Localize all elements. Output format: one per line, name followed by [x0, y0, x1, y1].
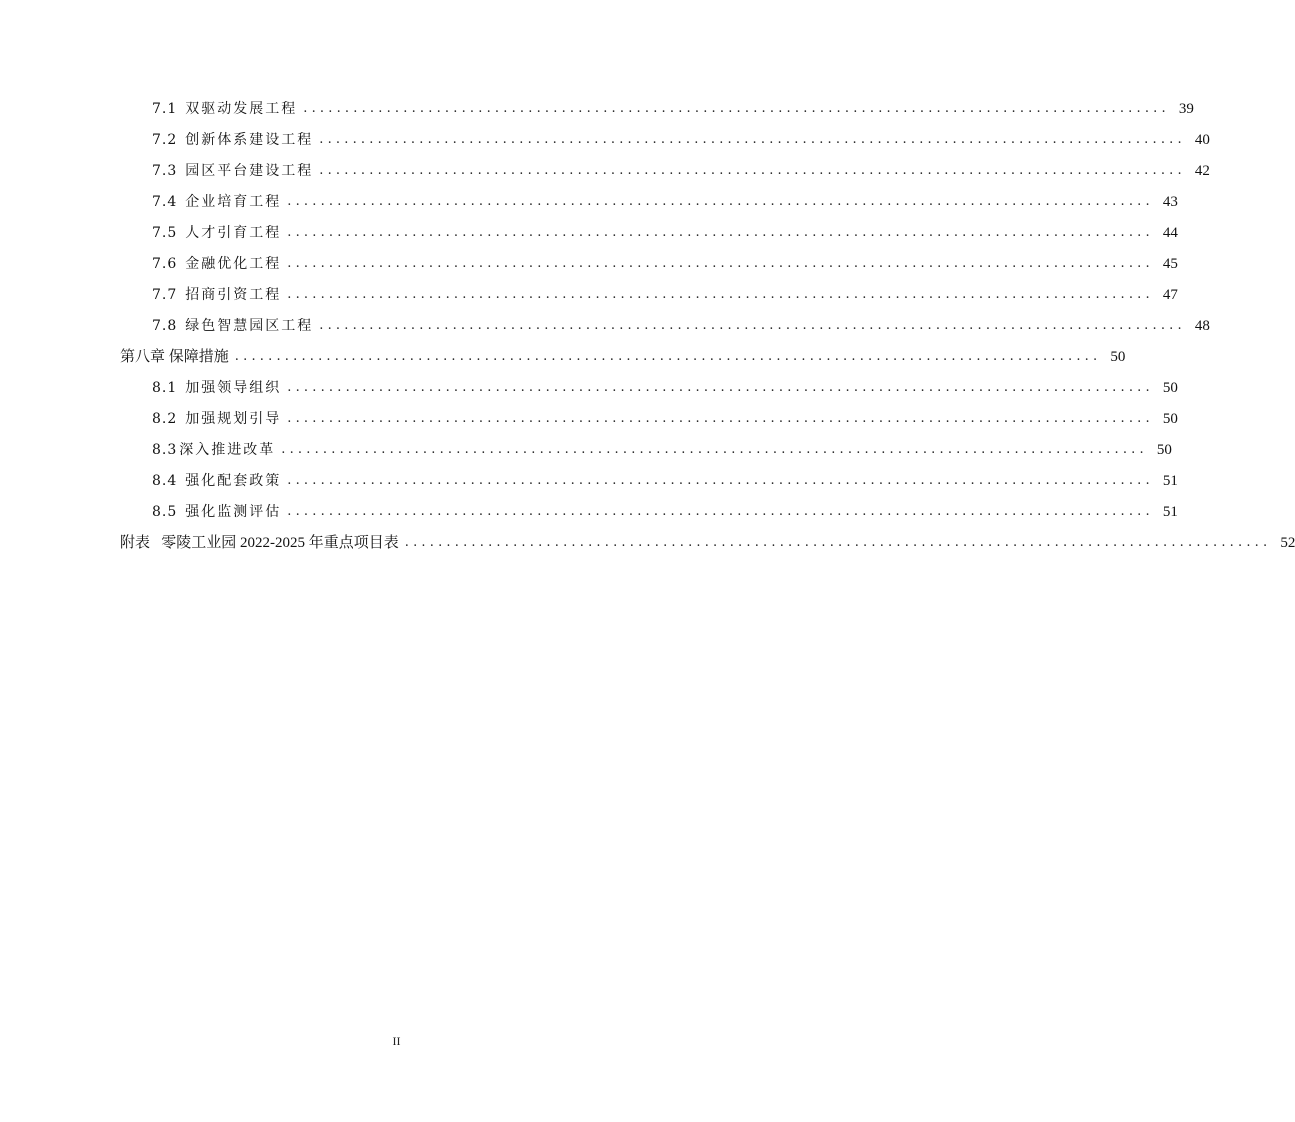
toc-dot-leader: ........................................................................................................: [404, 535, 1272, 550]
toc-dot-leader: ........................................................................................................: [287, 504, 1154, 519]
toc-entry-7-2[interactable]: [152, 127, 1210, 149]
toc-dot-leader: ........................................................................................................: [287, 473, 1154, 488]
toc-entry-8-1[interactable]: [152, 375, 1178, 397]
toc-dot-leader: ........................................................................................................: [287, 380, 1154, 395]
toc-appendix-label: 附表 零陵工业园 2022-2025 年重点项目表: [120, 535, 399, 551]
toc-entry-label: 8.5 强化监测评估: [152, 504, 282, 520]
toc-entry-7-5[interactable]: [152, 220, 1178, 242]
toc-entry-7-4[interactable]: [152, 189, 1178, 211]
toc-page-number: 42: [1194, 163, 1210, 179]
toc-dot-leader: ........................................................................................................: [234, 349, 1102, 364]
toc-entry-label: 7.3 园区平台建设工程: [152, 163, 314, 179]
toc-entry-8-5[interactable]: [152, 499, 1178, 521]
toc-page-number: 51: [1162, 504, 1178, 520]
toc-dot-leader: ........................................................................................................: [281, 442, 1148, 457]
toc-entry-label: 8.3 深入推进改革: [152, 442, 276, 458]
toc-chapter-label: 第八章 保障措施: [120, 349, 229, 365]
toc-entry-label: 8.2 加强规划引导: [152, 411, 282, 427]
toc-entry-label: 8.1 加强领导组织: [152, 380, 282, 396]
toc-page-number: 47: [1162, 287, 1178, 303]
toc-dot-leader: ........................................................................................................: [319, 163, 1186, 178]
toc-page-number: 40: [1194, 132, 1210, 148]
toc-entry-8-4[interactable]: [152, 468, 1178, 490]
toc-dot-leader: ........................................................................................................: [287, 225, 1154, 240]
toc-dot-leader: ........................................................................................................: [287, 411, 1154, 426]
toc-entry-label: 7.6 金融优化工程: [152, 256, 282, 272]
toc-entry-7-8[interactable]: [152, 313, 1210, 335]
toc-entry-label: 7.4 企业培育工程: [152, 194, 282, 210]
toc-entry-7-7[interactable]: [152, 282, 1178, 304]
toc-entry-7-3[interactable]: [152, 158, 1210, 180]
toc-dot-leader: ........................................................................................................: [287, 194, 1154, 209]
toc-page-number: 39: [1178, 101, 1194, 117]
toc-page-number: 51: [1162, 473, 1178, 489]
toc-entry-label: 7.7 招商引资工程: [152, 287, 282, 303]
toc-entry-7-6[interactable]: [152, 251, 1178, 273]
toc-entry-label: 7.5 人才引育工程: [152, 225, 282, 241]
toc-page-number: 44: [1162, 225, 1178, 241]
toc-entry-8-3[interactable]: [152, 437, 1172, 459]
toc-page-number: 43: [1162, 194, 1178, 210]
toc-page-number: 50: [1110, 349, 1126, 365]
toc-entry-8-2[interactable]: [152, 406, 1178, 428]
toc-page-number: 52: [1280, 535, 1295, 551]
toc-page-number: 45: [1162, 256, 1178, 272]
toc-chapter-8[interactable]: [120, 344, 1126, 366]
toc-page-number: 48: [1194, 318, 1210, 334]
toc-entry-label: 7.8 绿色智慧园区工程: [152, 318, 314, 334]
toc-page-number: 50: [1162, 380, 1178, 396]
toc-dot-leader: ........................................................................................................: [303, 101, 1170, 116]
toc-dot-leader: ........................................................................................................: [287, 256, 1154, 271]
toc-entry-7-1[interactable]: [152, 96, 1194, 118]
toc-entry-label: 7.2 创新体系建设工程: [152, 132, 314, 148]
toc-dot-leader: ........................................................................................................: [319, 318, 1186, 333]
toc-dot-leader: ........................................................................................................: [287, 287, 1154, 302]
toc-page-number: 50: [1162, 411, 1178, 427]
toc-appendix[interactable]: [120, 530, 1295, 552]
toc-entry-label: 8.4 强化配套政策: [152, 473, 282, 489]
toc-page-number: 50: [1156, 442, 1172, 458]
toc-entry-label: 7.1 双驱动发展工程: [152, 101, 298, 117]
toc-dot-leader: ........................................................................................................: [319, 132, 1186, 147]
page-number-footer: II: [392, 1034, 401, 1048]
